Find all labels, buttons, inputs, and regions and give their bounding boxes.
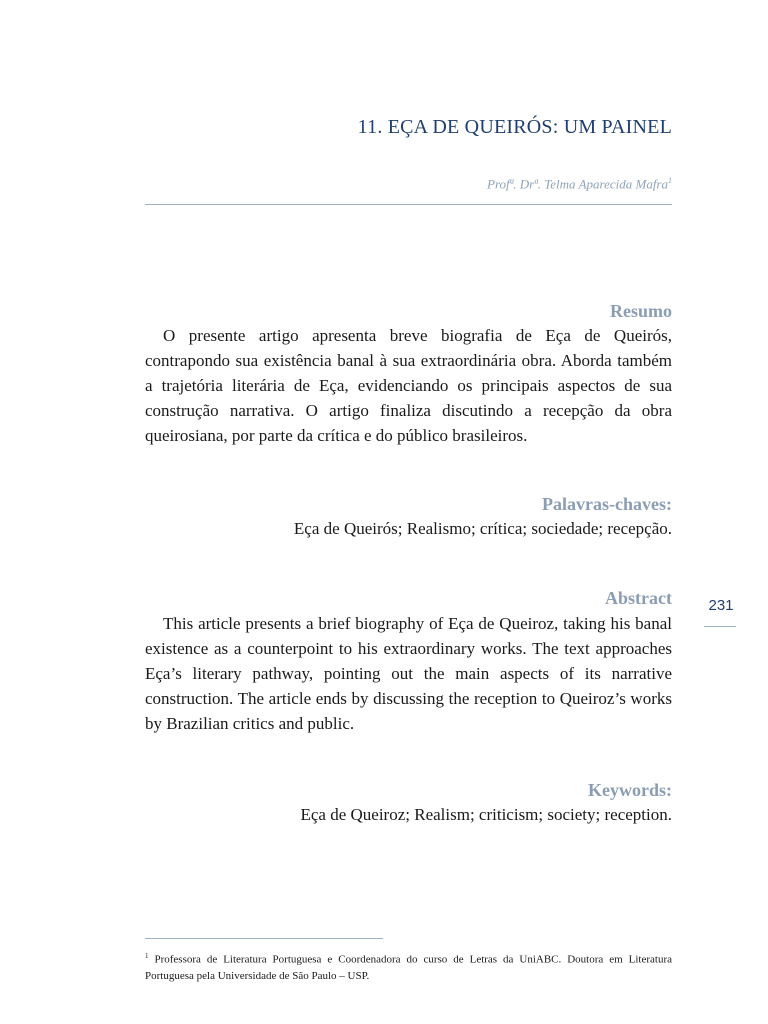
footnote-divider: [145, 938, 383, 939]
footnote: [145, 948, 672, 984]
author-name: Profª. Drª. Telma Aparecida Mafra: [487, 176, 668, 192]
keywords-heading: Keywords:: [588, 780, 672, 800]
palavras-chaves-text: Eça de Queirós; Realismo; crítica; sociedade; recepção.: [293, 519, 672, 538]
page-number-rule: [704, 626, 736, 627]
abstract-heading: Abstract: [605, 588, 672, 608]
author-line: [132, 176, 672, 192]
palavras-chaves-heading: Palavras-chaves:: [542, 494, 672, 514]
author-footnote-ref: 1: [668, 176, 672, 185]
title-divider: [145, 204, 672, 205]
footnote-text: Professora de Literatura Portuguesa e Coordenadora do curso de Letras da UniABC. Doutora em Literatura Portuguesa pela Universidade de São Paulo – USP.: [145, 953, 672, 982]
footnote-marker: 1: [145, 952, 149, 960]
abstract-text: This article presents a brief biography of Eça de Queiroz, taking his banal existence as a counterpoint to his extraordinary works. The text approaches Eça’s literary pathway, pointing out the main aspects of its narrative construction. The article ends by discussing the reception to Queiroz’s works by Brazilian critics and public.: [145, 614, 672, 733]
article-title: 11. EÇA DE QUEIRÓS: UM PAINEL: [357, 116, 672, 138]
resumo-text: O presente artigo apresenta breve biografia de Eça de Queirós, contrapondo sua existência banal à sua extraordinária obra. Aborda também a trajetória literária de Eça, evidenciando os principais aspectos de sua construção narrativa. O artigo finaliza discutindo a recepção da obra queirosiana, por parte da crítica e do público brasileiros.: [145, 326, 672, 445]
page-number: 231: [708, 597, 734, 614]
resumo-heading: Resumo: [610, 301, 672, 321]
keywords-text: Eça de Queiroz; Realism; criticism; society; reception.: [300, 805, 672, 824]
